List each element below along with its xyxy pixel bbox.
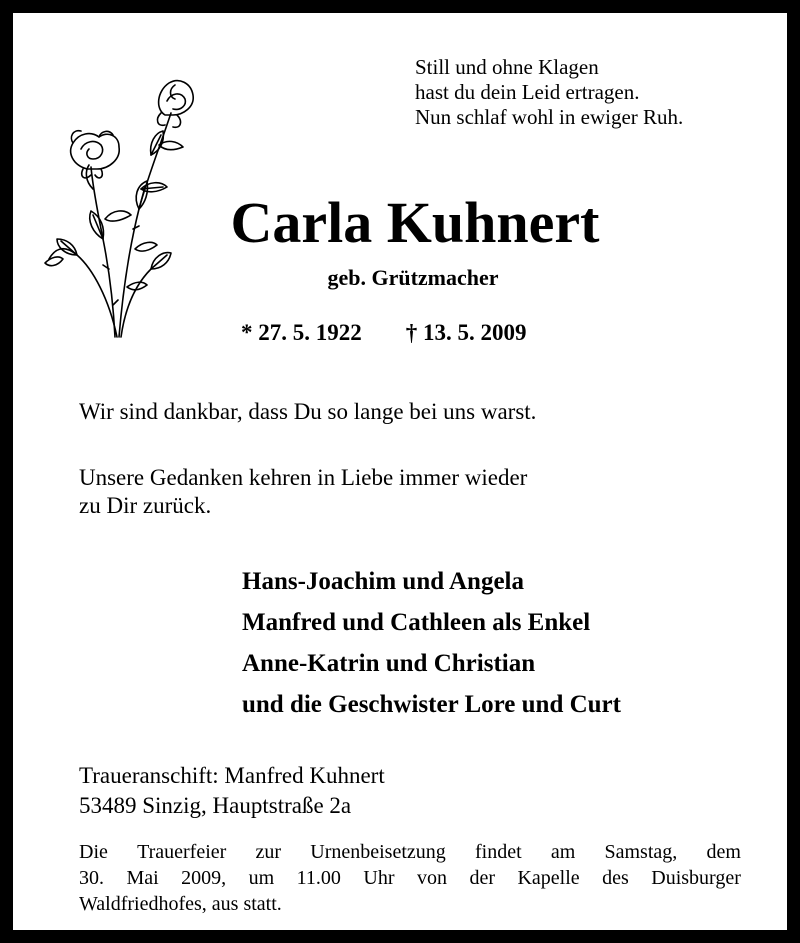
- ceremony-word: am: [550, 841, 576, 863]
- ceremony-word: Trauerfeier: [137, 841, 227, 863]
- poem-line: hast du dein Leid ertragen.: [415, 80, 640, 104]
- ceremony-word: Die: [79, 841, 108, 863]
- mourner-line: Manfred und Cathleen als Enkel: [242, 609, 591, 636]
- ceremony-word: Duisburger: [651, 867, 741, 889]
- ceremony-word: von: [416, 867, 447, 889]
- ceremony-word: zur: [255, 841, 282, 863]
- ceremony-word: 2009,: [181, 867, 227, 889]
- ceremony-word: 11.00: [296, 867, 341, 889]
- ceremony-word: 30.: [79, 867, 104, 889]
- mourner-line: Hans-Joachim und Angela: [242, 568, 525, 595]
- mourner-line: und die Geschwister Lore und Curt: [242, 691, 621, 718]
- ceremony-word: der: [469, 867, 495, 889]
- deceased-name: Carla Kuhnert: [230, 190, 600, 255]
- ceremony-word: Kapelle: [517, 867, 580, 889]
- ceremony-word: des: [602, 867, 629, 889]
- thoughts-line: Unsere Gedanken kehren in Liebe immer wieder: [79, 465, 528, 490]
- ceremony-word: Urnenbeisetzung: [310, 841, 446, 863]
- birth-date: * 27. 5. 1922: [241, 320, 362, 345]
- ceremony-line: [79, 865, 741, 891]
- thanks-text: Wir sind dankbar, dass Du so lange bei uns warst.: [79, 399, 537, 424]
- thoughts-line: zu Dir zurück.: [79, 493, 212, 518]
- poem-line: Still und ohne Klagen: [415, 55, 599, 79]
- ceremony-info: [79, 839, 741, 917]
- death-date: † 13. 5. 2009: [405, 320, 527, 345]
- birth-name: geb. Grützmacher: [327, 265, 499, 290]
- ceremony-word: dem: [706, 841, 741, 863]
- address-line: 53489 Sinzig, Hauptstraße 2a: [79, 793, 352, 818]
- ceremony-word: findet: [474, 841, 522, 863]
- mourner-line: Anne-Katrin und Christian: [242, 650, 536, 677]
- life-dates: [241, 318, 527, 348]
- ceremony-word: Uhr: [363, 867, 395, 889]
- ceremony-word: Samstag,: [604, 841, 678, 863]
- poem: [415, 55, 683, 130]
- mourning-address: [79, 761, 385, 821]
- ceremony-word: Mai: [126, 867, 159, 889]
- mourners-list: [242, 561, 621, 725]
- ceremony-line: [79, 839, 741, 865]
- thoughts-text: [79, 464, 527, 520]
- ceremony-word: um: [248, 867, 275, 889]
- ceremony-line: Waldfriedhofes, aus statt.: [79, 893, 282, 915]
- poem-line: Nun schlaf wohl in ewiger Ruh.: [415, 105, 684, 129]
- address-line: Traueranschift: Manfred Kuhnert: [79, 763, 385, 788]
